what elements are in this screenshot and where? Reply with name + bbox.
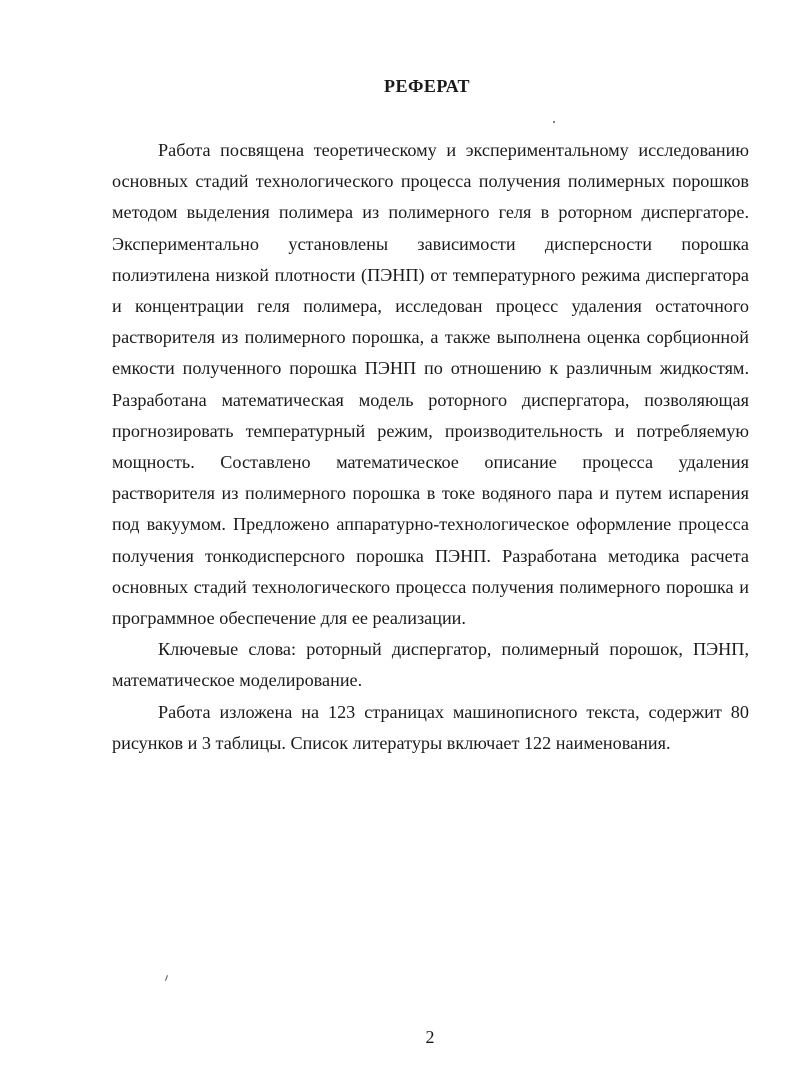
scan-speck xyxy=(553,121,555,123)
volume-paragraph: Работа изложена на 123 страницах машинописного текста, содержит 80 рисунков и 3 таблицы. Список литературы включает 122 наименования. xyxy=(112,701,749,753)
keywords-paragraph: Ключевые слова: роторный диспергатор, полимерный порошок, ПЭНП, математическое моделирование. xyxy=(112,639,749,691)
scan-speck xyxy=(165,975,168,981)
abstract-body xyxy=(112,135,749,759)
abstract-paragraph: Работа посвящена теоретическому и экспериментальному исследованию основных стадий технологического процесса получения полимерных порошков методом выделения полимера из полимерного геля в роторном диспергаторе. Экспериментально установлены зависимости дисперсности порошка полиэтилена низкой плотности (ПЭНП) от температурного режима диспергатора и концентрации геля полимера, исследован процесс удаления остаточного растворителя из полимерного порошка, а также выполнена оценка сорбционной емкости полученного порошка ПЭНП по отношению к различным жидкостям. Разработана математическая модель роторного диспергатора, позволяющая прогнозировать температурный режим, производительность и потребляемую мощность. Составлено математическое описание процесса удаления растворителя из полимерного порошка в токе водяного пара и путем испарения под вакуумом. Предложено аппаратурно-технологическое оформление процесса получения тонкодисперсного порошка ПЭНП. Разработана методика расчета основных стадий технологического процесса получения полимерного порошка и программное обеспечение для ее реализации. xyxy=(112,140,749,629)
page-number: 2 xyxy=(425,1027,435,1047)
page-title: РЕФЕРАТ xyxy=(383,76,471,96)
